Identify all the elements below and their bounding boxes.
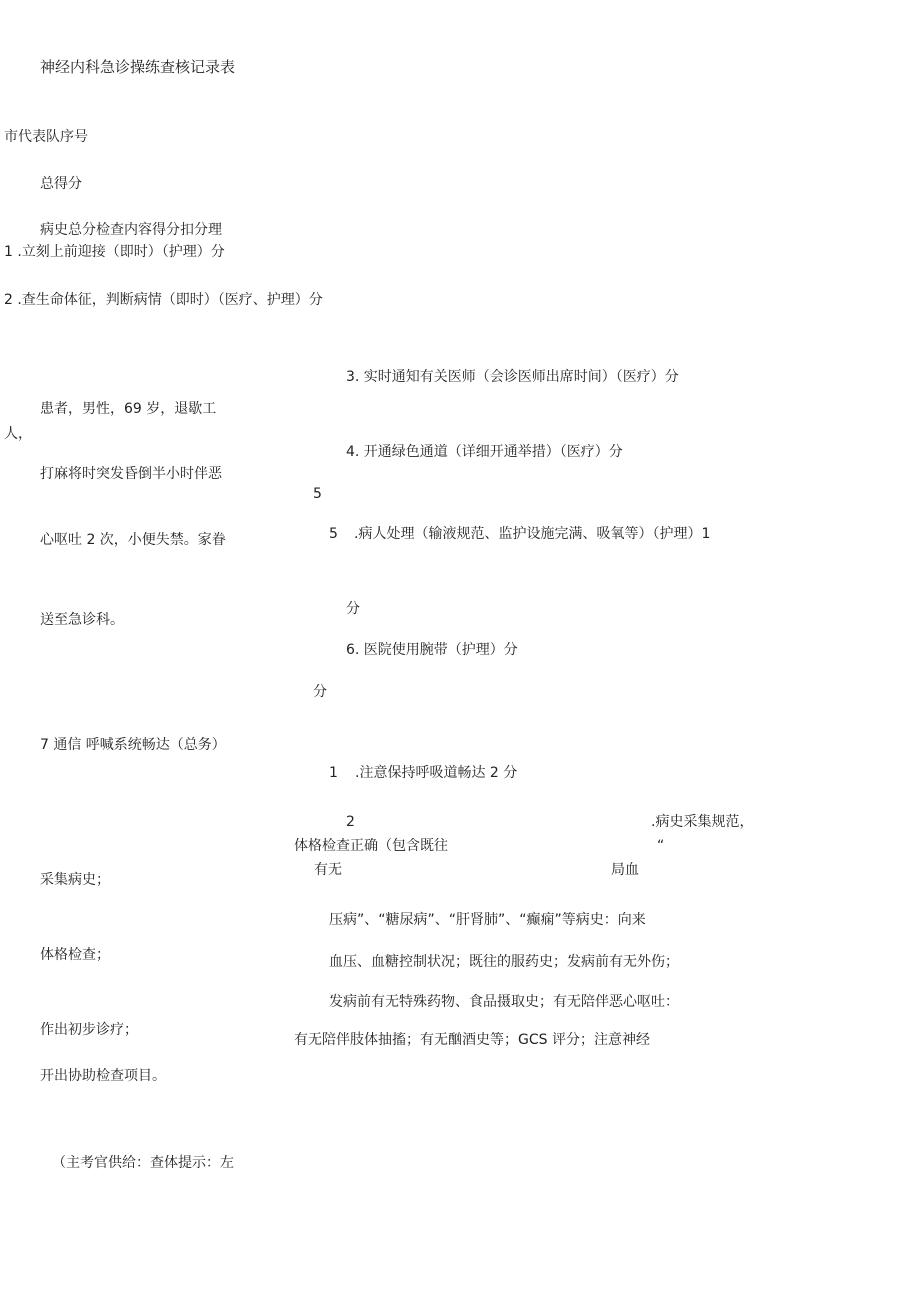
check-item-1: 1 .立刻上前迎接（即时）（护理）分: [4, 244, 225, 260]
case-line-4: 心呕吐 2 次，小便失禁。家眷: [40, 532, 226, 548]
footer-note-text: （主考官供给：查体提示：左: [52, 1155, 234, 1171]
case-line-3: 打麻将时突发昏倒半小时伴恶: [40, 466, 222, 482]
check-item-5-number: 5: [329, 526, 338, 542]
quote-mark: “: [657, 838, 665, 854]
check-item-4: 4. 开通绿色通道（详细开通举措）（医疗）分: [346, 444, 623, 460]
second-item-2-line-6: 有无陪伴肢体抽搐；有无酗酒史等；GCS 评分；注意神经: [294, 1032, 650, 1048]
second-item-2-right: .病史采集规范，: [651, 814, 754, 830]
case-line-2: 人，: [4, 426, 32, 442]
case-line-5: 送至急诊科。: [40, 612, 124, 628]
second-item-2-line-5: 发病前有无特殊药物、食品摄取史；有无陪伴恶心呕吐：: [329, 994, 679, 1010]
score-unit: 分: [313, 684, 327, 700]
second-item-2-line-1: 体格检查正确（包含既往: [294, 838, 448, 854]
form-title: 神经内科急诊操练查核记录表: [40, 58, 236, 76]
check-item-7-text: 7 通信 呼喊系统畅达（总务）: [40, 737, 226, 753]
second-item-2-number: 2: [346, 814, 355, 830]
second-item-1-number: 1: [329, 765, 338, 781]
case-line-1: 患者，男性，69 岁，退歇工: [40, 401, 217, 417]
check-item-5-unit: 分: [346, 601, 360, 617]
second-item-2-line-3: 压病”、“糖尿病”、“肝肾肺”、“癫痫”等病史：向来: [329, 912, 646, 928]
footer-note-cut: [52, 1154, 272, 1170]
score-value: 5: [313, 486, 322, 502]
second-item-1: .注意保持呼吸道畅达 2 分: [355, 765, 518, 781]
task-3: 作出初步诊疗；: [40, 1022, 138, 1038]
task-4: 开出协助检查项目。: [40, 1068, 166, 1084]
team-number-field: 市代表队序号: [4, 129, 88, 145]
task-2: 体格检查；: [40, 947, 110, 963]
check-item-7-cut: [40, 736, 280, 753]
table-header: 病史总分检查内容得分扣分理: [40, 222, 222, 238]
check-item-6: 6. 医院使用腕带（护理）分: [346, 642, 518, 658]
total-score-field: 总得分: [40, 176, 82, 192]
second-item-2-line-4: 血压、血糖控制状况；既往的服药史；发病前有无外伤；: [329, 954, 679, 970]
check-item-5: .病人处理（输液规范、监护设施完满、吸氧等）（护理）1: [354, 526, 711, 542]
check-item-3: 3. 实时通知有关医师（会诊医师出席时间）（医疗）分: [346, 369, 679, 385]
second-item-2-ju: 局血: [611, 862, 639, 878]
second-item-2-you: 有无: [314, 862, 342, 878]
check-item-2: 2 .查生命体征，判断病情（即时）（医疗、护理）分: [4, 292, 323, 308]
task-1: 采集病史；: [40, 872, 110, 888]
